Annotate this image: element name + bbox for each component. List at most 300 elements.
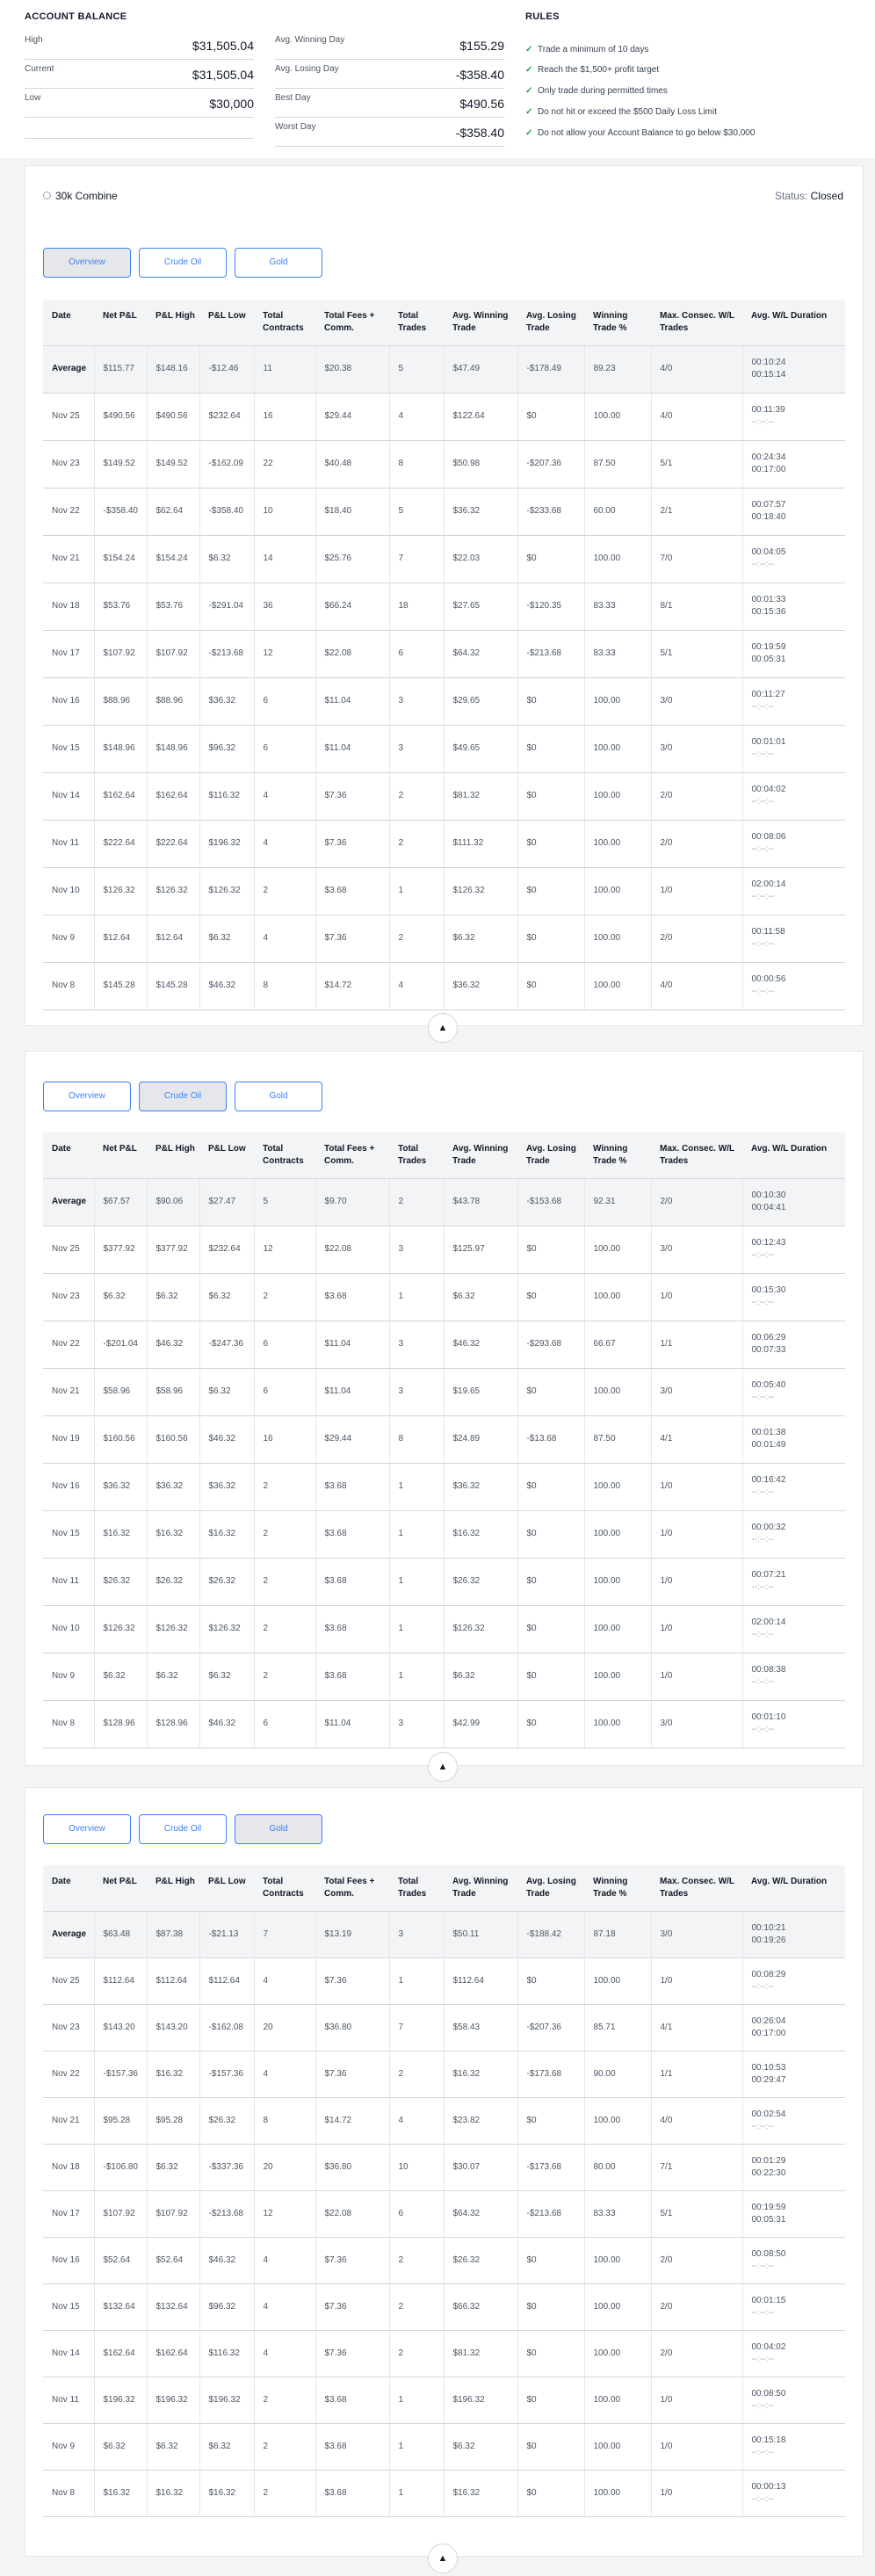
table-cell: 2 bbox=[254, 2423, 315, 2470]
table-cell: 6 bbox=[389, 2190, 444, 2237]
loss-duration: --:--:-- bbox=[751, 1630, 775, 1639]
duration-cell bbox=[742, 1700, 845, 1747]
table-row bbox=[43, 867, 845, 915]
tab-crude-oil[interactable]: Crude Oil bbox=[139, 248, 227, 278]
table-cell: 4 bbox=[254, 820, 315, 867]
tab-gold[interactable]: Gold bbox=[235, 1814, 322, 1844]
loss-duration: --:--:-- bbox=[751, 797, 775, 807]
table-cell: 7 bbox=[254, 1911, 315, 1957]
table-cell: 1 bbox=[389, 1653, 444, 1700]
table-cell: $3.68 bbox=[315, 1510, 389, 1558]
current-value: $31,505.04 bbox=[192, 68, 254, 82]
table-cell: 1 bbox=[389, 1510, 444, 1558]
table-cell: Nov 25 bbox=[43, 1957, 94, 2004]
table-cell: $112.64 bbox=[444, 1957, 517, 2004]
table-cell: $115.77 bbox=[94, 345, 147, 393]
tab-gold[interactable]: Gold bbox=[235, 1082, 322, 1111]
tab-overview[interactable]: Overview bbox=[43, 248, 131, 278]
table-cell: 4/0 bbox=[651, 345, 742, 393]
worst-day-value: -$358.40 bbox=[455, 126, 504, 140]
table-cell: $0 bbox=[517, 1957, 584, 2004]
table-cell: $0 bbox=[517, 1605, 584, 1653]
table-cell: 89.23 bbox=[584, 345, 651, 393]
loss-duration: --:--:-- bbox=[751, 702, 775, 712]
table-cell: -$12.46 bbox=[199, 345, 254, 393]
table-cell: Nov 14 bbox=[43, 772, 94, 820]
table-cell: 8 bbox=[389, 440, 444, 488]
table-cell: 2 bbox=[254, 2377, 315, 2423]
table-cell: $490.56 bbox=[147, 393, 199, 440]
table-cell: 100.00 bbox=[584, 1605, 651, 1653]
column-header: Total Trades bbox=[389, 1865, 444, 1911]
loss-duration: --:--:-- bbox=[751, 1677, 775, 1687]
tab-crude-oil[interactable]: Crude Oil bbox=[139, 1814, 227, 1844]
table-cell: $122.64 bbox=[444, 393, 517, 440]
loss-duration: --:--:-- bbox=[751, 892, 775, 901]
table-header-row bbox=[43, 1865, 845, 1911]
table-row bbox=[43, 1558, 845, 1605]
table-cell: 100.00 bbox=[584, 677, 651, 725]
win-duration: 02:00:14 bbox=[751, 879, 786, 889]
column-header: Total Fees + Comm. bbox=[315, 1132, 389, 1178]
table-cell: 1/0 bbox=[651, 1463, 742, 1510]
table-row bbox=[43, 962, 845, 1009]
table-cell: -$120.35 bbox=[517, 582, 584, 630]
table-cell: $6.32 bbox=[444, 2423, 517, 2470]
table-cell: 4 bbox=[254, 2330, 315, 2377]
win-duration: 00:16:42 bbox=[751, 1475, 786, 1485]
table-cell: $26.32 bbox=[444, 2237, 517, 2283]
table-cell: 4 bbox=[254, 2283, 315, 2330]
table-row bbox=[43, 1700, 845, 1747]
table-cell: 3/0 bbox=[651, 1368, 742, 1415]
column-header: P&L High bbox=[147, 300, 199, 345]
duration-cell bbox=[742, 1463, 845, 1510]
chevron-up-icon[interactable]: ▲ bbox=[428, 2543, 458, 2573]
table-cell: $14.72 bbox=[315, 962, 389, 1009]
rule-item: ✓ Only trade during permitted times bbox=[525, 86, 668, 96]
table-cell: $12.64 bbox=[147, 915, 199, 962]
table-cell: 100.00 bbox=[584, 962, 651, 1009]
table-cell: $36.32 bbox=[444, 1463, 517, 1510]
win-duration: 00:01:33 bbox=[751, 595, 786, 604]
table-cell: $36.32 bbox=[147, 1463, 199, 1510]
table-cell: $0 bbox=[517, 393, 584, 440]
current-label: Current bbox=[25, 64, 54, 74]
table-cell: $16.32 bbox=[147, 2470, 199, 2516]
loss-duration: 00:18:40 bbox=[751, 512, 786, 522]
table-cell: 2/1 bbox=[651, 488, 742, 535]
loss-duration: --:--:-- bbox=[751, 560, 775, 569]
tab-gold[interactable]: Gold bbox=[235, 248, 322, 278]
table-cell: 6 bbox=[389, 630, 444, 677]
table-cell: $49.65 bbox=[444, 725, 517, 772]
table-cell: $126.32 bbox=[199, 1605, 254, 1653]
win-duration: 02:00:14 bbox=[751, 1617, 786, 1627]
table-cell: $126.32 bbox=[444, 867, 517, 915]
table-cell: -$173.68 bbox=[517, 2051, 584, 2097]
win-duration: 00:08:50 bbox=[751, 2388, 786, 2399]
duration-cell bbox=[742, 1368, 845, 1415]
table-row bbox=[43, 2283, 845, 2330]
column-header: Max. Consec. W/L Trades bbox=[651, 1132, 742, 1178]
table-cell: $0 bbox=[517, 772, 584, 820]
duration-cell bbox=[742, 2237, 845, 2283]
table-cell: -$207.36 bbox=[517, 440, 584, 488]
table-cell: -$106.80 bbox=[94, 2144, 147, 2190]
table-cell: $128.96 bbox=[147, 1700, 199, 1747]
table-cell: $3.68 bbox=[315, 2470, 389, 2516]
table-row bbox=[43, 2190, 845, 2237]
table-cell: -$213.68 bbox=[517, 630, 584, 677]
table-cell: $3.68 bbox=[315, 1273, 389, 1321]
table-cell: $6.32 bbox=[147, 2423, 199, 2470]
table-cell: Nov 17 bbox=[43, 630, 94, 677]
table-cell: 11 bbox=[254, 345, 315, 393]
table-cell: $58.96 bbox=[147, 1368, 199, 1415]
table-cell: 1/0 bbox=[651, 1957, 742, 2004]
table-cell: $0 bbox=[517, 1653, 584, 1700]
table-cell: 87.50 bbox=[584, 1415, 651, 1463]
table-row bbox=[43, 535, 845, 582]
loss-duration: --:--:-- bbox=[751, 2307, 775, 2318]
table-row bbox=[43, 488, 845, 535]
win-duration: 00:00:13 bbox=[751, 2481, 786, 2492]
column-header: Total Contracts bbox=[254, 1865, 315, 1911]
table-cell: 100.00 bbox=[584, 2283, 651, 2330]
table-row bbox=[43, 2144, 845, 2190]
spacer-line bbox=[25, 122, 254, 139]
table-cell: -$337.36 bbox=[199, 2144, 254, 2190]
win-duration: 00:08:38 bbox=[751, 1665, 786, 1675]
column-header: P&L Low bbox=[199, 1132, 254, 1178]
loss-duration: --:--:-- bbox=[751, 1725, 775, 1734]
win-duration: 00:04:02 bbox=[751, 2341, 786, 2352]
tab-crude-oil[interactable]: Crude Oil bbox=[139, 1082, 227, 1111]
table-cell: $112.64 bbox=[94, 1957, 147, 2004]
win-duration: 00:01:10 bbox=[751, 1712, 786, 1722]
column-header: P&L High bbox=[147, 1865, 199, 1911]
table-cell: 36 bbox=[254, 582, 315, 630]
table-cell: 100.00 bbox=[584, 1463, 651, 1510]
table-cell: $46.32 bbox=[199, 1700, 254, 1747]
column-header: Total Contracts bbox=[254, 1132, 315, 1178]
duration-cell bbox=[742, 582, 845, 630]
table-cell: 5/1 bbox=[651, 2190, 742, 2237]
win-duration: 00:19:59 bbox=[751, 642, 786, 652]
table-cell: 92.31 bbox=[584, 1178, 651, 1226]
table-cell: $43.78 bbox=[444, 1178, 517, 1226]
table-cell: 3 bbox=[389, 1368, 444, 1415]
win-duration: 00:05:40 bbox=[751, 1380, 786, 1390]
table-cell: $154.24 bbox=[94, 535, 147, 582]
table-cell: 2 bbox=[254, 1558, 315, 1605]
table-cell: 8 bbox=[389, 1415, 444, 1463]
table-cell: 8 bbox=[254, 2097, 315, 2144]
loss-duration: --:--:-- bbox=[751, 2354, 775, 2364]
table-cell: Nov 9 bbox=[43, 915, 94, 962]
loss-duration: 00:22:30 bbox=[751, 2167, 786, 2178]
table-cell: 100.00 bbox=[584, 867, 651, 915]
loss-duration: 00:01:49 bbox=[751, 1440, 786, 1450]
duration-cell bbox=[742, 345, 845, 393]
table-cell: $22.08 bbox=[315, 630, 389, 677]
table-cell: 100.00 bbox=[584, 1226, 651, 1273]
table-cell: $145.28 bbox=[94, 962, 147, 1009]
table-cell: $42.99 bbox=[444, 1700, 517, 1747]
check-icon: ✓ bbox=[525, 107, 533, 117]
table-cell: $0 bbox=[517, 962, 584, 1009]
table-cell: 2 bbox=[389, 772, 444, 820]
table-row bbox=[43, 915, 845, 962]
high-value: $31,505.04 bbox=[192, 39, 254, 53]
table-cell: $6.32 bbox=[199, 1273, 254, 1321]
table-cell: $6.32 bbox=[444, 1653, 517, 1700]
table-cell: $162.64 bbox=[94, 2330, 147, 2377]
table-row bbox=[43, 2330, 845, 2377]
table-cell: 3/0 bbox=[651, 725, 742, 772]
duration-cell bbox=[742, 630, 845, 677]
table-cell: 2 bbox=[389, 2283, 444, 2330]
table-cell: $162.64 bbox=[94, 772, 147, 820]
table-cell: 10 bbox=[389, 2144, 444, 2190]
table-cell: $95.28 bbox=[147, 2097, 199, 2144]
table-cell: $0 bbox=[517, 1700, 584, 1747]
duration-cell bbox=[742, 677, 845, 725]
table-cell: 16 bbox=[254, 393, 315, 440]
table-cell: $7.36 bbox=[315, 772, 389, 820]
table-cell: 2 bbox=[389, 2237, 444, 2283]
table-cell: 87.50 bbox=[584, 440, 651, 488]
loss-duration: --:--:-- bbox=[751, 749, 775, 759]
table-cell: Nov 21 bbox=[43, 2097, 94, 2144]
table-cell: $6.32 bbox=[199, 535, 254, 582]
table-cell: $0 bbox=[517, 820, 584, 867]
table-cell: -$207.36 bbox=[517, 2004, 584, 2051]
loss-duration: --:--:-- bbox=[751, 2261, 775, 2271]
table-cell: -$213.68 bbox=[517, 2190, 584, 2237]
column-header: P&L Low bbox=[199, 300, 254, 345]
column-header: Avg. Losing Trade bbox=[517, 300, 584, 345]
table-row bbox=[43, 2237, 845, 2283]
table-cell: 100.00 bbox=[584, 2330, 651, 2377]
table-row bbox=[43, 2377, 845, 2423]
table-cell: $3.68 bbox=[315, 1653, 389, 1700]
table-cell: $18.40 bbox=[315, 488, 389, 535]
table-cell: $7.36 bbox=[315, 820, 389, 867]
table-cell: 1 bbox=[389, 2470, 444, 2516]
table-cell: $53.76 bbox=[94, 582, 147, 630]
table-cell: 12 bbox=[254, 2190, 315, 2237]
loss-duration: --:--:-- bbox=[751, 1250, 775, 1260]
table-cell: $3.68 bbox=[315, 1558, 389, 1605]
table-row bbox=[43, 1368, 845, 1415]
table-cell: 1/0 bbox=[651, 1273, 742, 1321]
table-cell: 16 bbox=[254, 1415, 315, 1463]
table-cell: $26.32 bbox=[199, 2097, 254, 2144]
loss-duration: --:--:-- bbox=[751, 987, 775, 996]
table-cell: Nov 25 bbox=[43, 1226, 94, 1273]
table-cell: Nov 14 bbox=[43, 2330, 94, 2377]
table-cell: $0 bbox=[517, 1463, 584, 1510]
duration-cell bbox=[742, 1605, 845, 1653]
table-cell: Nov 22 bbox=[43, 1321, 94, 1368]
table-cell: -$233.68 bbox=[517, 488, 584, 535]
duration-cell bbox=[742, 2330, 845, 2377]
table-cell: Average bbox=[43, 345, 94, 393]
column-header: Total Fees + Comm. bbox=[315, 300, 389, 345]
table-cell: $107.92 bbox=[94, 630, 147, 677]
table-cell: 2/0 bbox=[651, 772, 742, 820]
loss-duration: 00:17:00 bbox=[751, 465, 786, 474]
chevron-up-icon[interactable]: ▲ bbox=[428, 1013, 458, 1043]
column-header: Avg. W/L Duration bbox=[742, 300, 845, 345]
table-row bbox=[43, 1463, 845, 1510]
table-cell: 2/0 bbox=[651, 915, 742, 962]
table-cell: $111.32 bbox=[444, 820, 517, 867]
table-header-row bbox=[43, 300, 845, 345]
table-cell: $47.49 bbox=[444, 345, 517, 393]
tab-overview[interactable]: Overview bbox=[43, 1082, 131, 1111]
table-cell: 3 bbox=[389, 1700, 444, 1747]
loss-duration: --:--:-- bbox=[751, 2121, 775, 2131]
table-row bbox=[43, 1273, 845, 1321]
table-cell: $7.36 bbox=[315, 2051, 389, 2097]
table-row bbox=[43, 2097, 845, 2144]
table-cell: $11.04 bbox=[315, 1368, 389, 1415]
table-cell: $66.32 bbox=[444, 2283, 517, 2330]
table-cell: $7.36 bbox=[315, 915, 389, 962]
table-row bbox=[43, 1957, 845, 2004]
duration-cell bbox=[742, 2190, 845, 2237]
win-duration: 00:11:27 bbox=[751, 690, 785, 699]
table-cell: $16.32 bbox=[444, 1510, 517, 1558]
table-cell: 6 bbox=[254, 1700, 315, 1747]
table-cell: Nov 25 bbox=[43, 393, 94, 440]
table-cell: $46.32 bbox=[444, 1321, 517, 1368]
avg-losing-day-label: Avg. Losing Day bbox=[275, 64, 339, 74]
table-cell: $7.36 bbox=[315, 2283, 389, 2330]
table-cell: Nov 10 bbox=[43, 867, 94, 915]
table-cell: $154.24 bbox=[147, 535, 199, 582]
table-cell: $3.68 bbox=[315, 867, 389, 915]
duration-cell bbox=[742, 488, 845, 535]
table-cell: $30.07 bbox=[444, 2144, 517, 2190]
loss-duration: 00:05:31 bbox=[751, 655, 786, 664]
loss-duration: --:--:-- bbox=[751, 939, 775, 949]
tab-overview[interactable]: Overview bbox=[43, 1814, 131, 1844]
table-cell: $53.76 bbox=[147, 582, 199, 630]
table-cell: $232.64 bbox=[199, 393, 254, 440]
table-cell: Average bbox=[43, 1178, 94, 1226]
table-cell: -$358.40 bbox=[94, 488, 147, 535]
table-cell: $52.64 bbox=[94, 2237, 147, 2283]
table-cell: $0 bbox=[517, 1226, 584, 1273]
table-row bbox=[43, 677, 845, 725]
table-cell: $66.24 bbox=[315, 582, 389, 630]
table-cell: $145.28 bbox=[147, 962, 199, 1009]
chevron-up-icon[interactable]: ▲ bbox=[428, 1752, 458, 1782]
average-row bbox=[43, 345, 845, 393]
table-cell: $6.32 bbox=[94, 2423, 147, 2470]
table-cell: $116.32 bbox=[199, 772, 254, 820]
combine-name: 30k Combine bbox=[43, 190, 118, 202]
table-row bbox=[43, 2004, 845, 2051]
column-header: Avg. Losing Trade bbox=[517, 1132, 584, 1178]
table-cell: $377.92 bbox=[94, 1226, 147, 1273]
table-cell: 14 bbox=[254, 535, 315, 582]
table-cell: $24.89 bbox=[444, 1415, 517, 1463]
win-duration: 00:04:02 bbox=[751, 785, 786, 794]
table-cell: $149.52 bbox=[147, 440, 199, 488]
table-cell: -$162.08 bbox=[199, 2004, 254, 2051]
table-cell: -$178.49 bbox=[517, 345, 584, 393]
table-cell: $16.32 bbox=[199, 1510, 254, 1558]
table-cell: 1/0 bbox=[651, 1558, 742, 1605]
duration-cell bbox=[742, 2283, 845, 2330]
loss-duration: --:--:-- bbox=[751, 1582, 775, 1592]
rule-item: ✓ Do not allow your Account Balance to go below $30,000 bbox=[525, 128, 756, 138]
table-cell: 1 bbox=[389, 1605, 444, 1653]
win-duration: 00:08:06 bbox=[751, 832, 786, 842]
table-cell: -$153.68 bbox=[517, 1178, 584, 1226]
table-cell: 3 bbox=[389, 725, 444, 772]
table-cell: $36.32 bbox=[199, 1463, 254, 1510]
table-cell: 1 bbox=[389, 2377, 444, 2423]
duration-cell bbox=[742, 725, 845, 772]
table-cell: 2 bbox=[389, 1178, 444, 1226]
avg-winning-day-value: $155.29 bbox=[459, 39, 504, 53]
high-label: High bbox=[25, 35, 43, 45]
table-row bbox=[43, 2470, 845, 2516]
table-cell: Nov 16 bbox=[43, 677, 94, 725]
table-cell: -$293.68 bbox=[517, 1321, 584, 1368]
duration-cell bbox=[742, 1957, 845, 2004]
table-cell: $143.20 bbox=[94, 2004, 147, 2051]
table-cell: $50.11 bbox=[444, 1911, 517, 1957]
table-cell: $126.32 bbox=[94, 1605, 147, 1653]
loss-duration: --:--:-- bbox=[751, 1535, 775, 1545]
table-cell: 2/0 bbox=[651, 2330, 742, 2377]
table-cell: $143.20 bbox=[147, 2004, 199, 2051]
column-header: Total Fees + Comm. bbox=[315, 1865, 389, 1911]
table-cell: $12.64 bbox=[94, 915, 147, 962]
table-cell: 22 bbox=[254, 440, 315, 488]
table-cell: Nov 23 bbox=[43, 1273, 94, 1321]
account-balance-title: ACCOUNT BALANCE bbox=[25, 11, 127, 22]
table-cell: $3.68 bbox=[315, 1463, 389, 1510]
table-cell: 66.67 bbox=[584, 1321, 651, 1368]
table-cell: 83.33 bbox=[584, 630, 651, 677]
table-cell: 4/1 bbox=[651, 2004, 742, 2051]
table-cell: $29.65 bbox=[444, 677, 517, 725]
table-cell: 83.33 bbox=[584, 582, 651, 630]
table-cell: $148.16 bbox=[147, 345, 199, 393]
table-cell: $0 bbox=[517, 2423, 584, 2470]
win-duration: 00:07:21 bbox=[751, 1570, 786, 1580]
table-cell: 100.00 bbox=[584, 2237, 651, 2283]
table-cell: $27.65 bbox=[444, 582, 517, 630]
table-cell: 2 bbox=[254, 1463, 315, 1510]
crude-oil-table bbox=[43, 1132, 845, 1748]
table-cell: 3/0 bbox=[651, 677, 742, 725]
best-day-stat bbox=[275, 93, 504, 118]
table-cell: 2/0 bbox=[651, 1178, 742, 1226]
win-duration: 00:01:15 bbox=[751, 2295, 786, 2305]
table-cell: $14.72 bbox=[315, 2097, 389, 2144]
win-duration: 00:02:54 bbox=[751, 2109, 786, 2119]
table-cell: 4/0 bbox=[651, 2097, 742, 2144]
